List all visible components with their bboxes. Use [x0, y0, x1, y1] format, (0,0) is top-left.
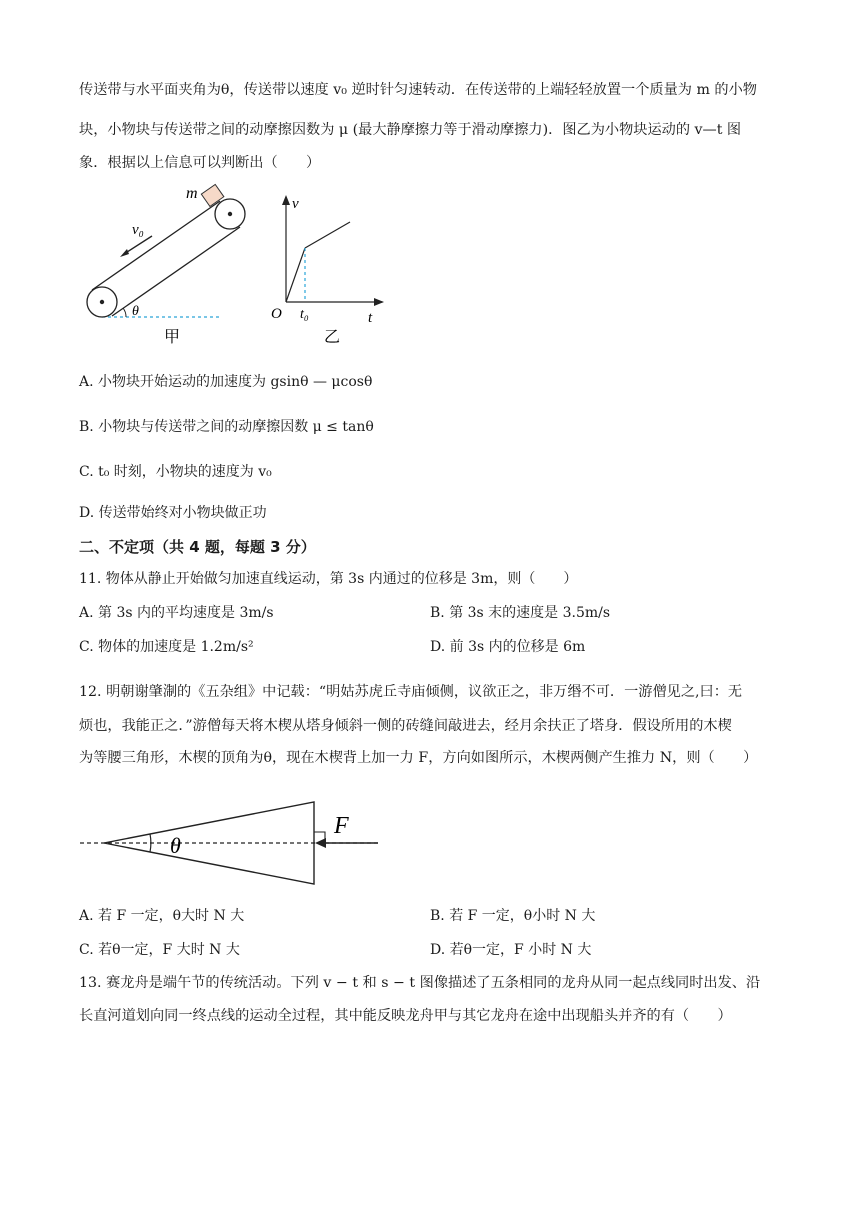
caption-jia: 甲	[164, 329, 181, 346]
problem11-option-c: C. 物体的加速度是 1.2m/s²	[79, 639, 254, 655]
problem11-option-a: A. 第 3s 内的平均速度是 3m/s	[79, 605, 274, 621]
problem10-option-b: B. 小物块与传送带之间的动摩擦因数 μ ≤ tanθ	[79, 419, 374, 435]
problem12-option-d: D. 若θ一定，F 小时 N 大	[430, 942, 592, 958]
problem10-line-3: 象．根据以上信息可以判断出（ ）	[79, 155, 321, 171]
problem12-option-a: A. 若 F 一定，θ大时 N 大	[79, 908, 245, 924]
conveyor-belt-figure	[80, 178, 260, 348]
origin-label: O	[271, 306, 282, 322]
v-axis-label: v	[292, 196, 299, 212]
t-axis-label: t	[368, 310, 373, 326]
problem10-line-1: 传送带与水平面夹角为θ，传送带以速度 v₀ 逆时针匀速转动．在传送带的上端轻轻放置一个质量为 m 的小物	[79, 82, 757, 98]
force-label: F	[334, 813, 349, 839]
v0-label: v₀	[132, 222, 144, 238]
theta-label: θ	[132, 304, 139, 319]
problem12-option-c: C. 若θ一定，F 大时 N 大	[79, 942, 240, 958]
velocity-arrow-head	[120, 249, 129, 257]
mass-label: m	[186, 185, 198, 202]
problem13-line-2: 长直河道划向同一终点线的运动全过程，其中能反映龙舟甲与其它龙舟在途中出现船头并齐的有（ ）	[79, 1008, 732, 1024]
section-title: 二、不定项（共 4 题，每题 3 分）	[79, 538, 316, 556]
caption-yi: 乙	[324, 329, 341, 346]
problem12-line-3: 为等腰三角形，木楔的顶角为θ，现在木楔背上加一力 F，方向如图所示，木楔两侧产生推力 N，则（ ）	[79, 750, 758, 766]
belt-bottom-edge	[112, 227, 240, 316]
graph-segment-2	[305, 222, 350, 248]
wedge-figure	[78, 795, 388, 890]
problem11-option-d: D. 前 3s 内的位移是 6m	[430, 639, 586, 655]
belt-top-edge	[92, 201, 220, 290]
problem12-option-b: B. 若 F 一定，θ小时 N 大	[430, 908, 596, 924]
wedge-theta-label: θ	[170, 833, 181, 858]
problem13-line-1: 13. 赛龙舟是端午节的传统活动。下列 v − t 和 s − t 图像描述了五条相同的龙舟从同一起点线同时出发、沿	[79, 975, 761, 991]
problem11-stem: 11. 物体从静止开始做匀加速直线运动，第 3s 内通过的位移是 3m，则（ ）	[79, 571, 578, 587]
problem10-option-c: C. t₀ 时刻，小物块的速度为 v₀	[79, 464, 272, 480]
vt-graph-figure	[268, 190, 388, 348]
problem11-option-b: B. 第 3s 末的速度是 3.5m/s	[430, 605, 611, 621]
t0-label: t₀	[300, 307, 309, 322]
graph-segment-1	[286, 248, 305, 302]
problem10-option-d: D. 传送带始终对小物块做正功	[79, 505, 267, 521]
problem10-option-a: A. 小物块开始运动的加速度为 gsinθ — μcosθ	[79, 374, 373, 390]
problem12-line-1: 12. 明朝谢肇淛的《五杂组》中记载：“明姑苏虎丘寺庙倾侧，议欲正之，非万缗不可．一游僧见之,曰：无	[79, 684, 743, 700]
problem12-line-2: 烦也，我能正之．”游僧每天将木楔从塔身倾斜一侧的砖缝间敲进去，经月余扶正了塔身．假设所用的木楔	[79, 718, 732, 734]
problem10-line-2: 块，小物块与传送带之间的动摩擦因数为 μ (最大静摩擦力等于滑动摩擦力)．图乙为小物块运动的 v—t 图	[79, 122, 742, 138]
